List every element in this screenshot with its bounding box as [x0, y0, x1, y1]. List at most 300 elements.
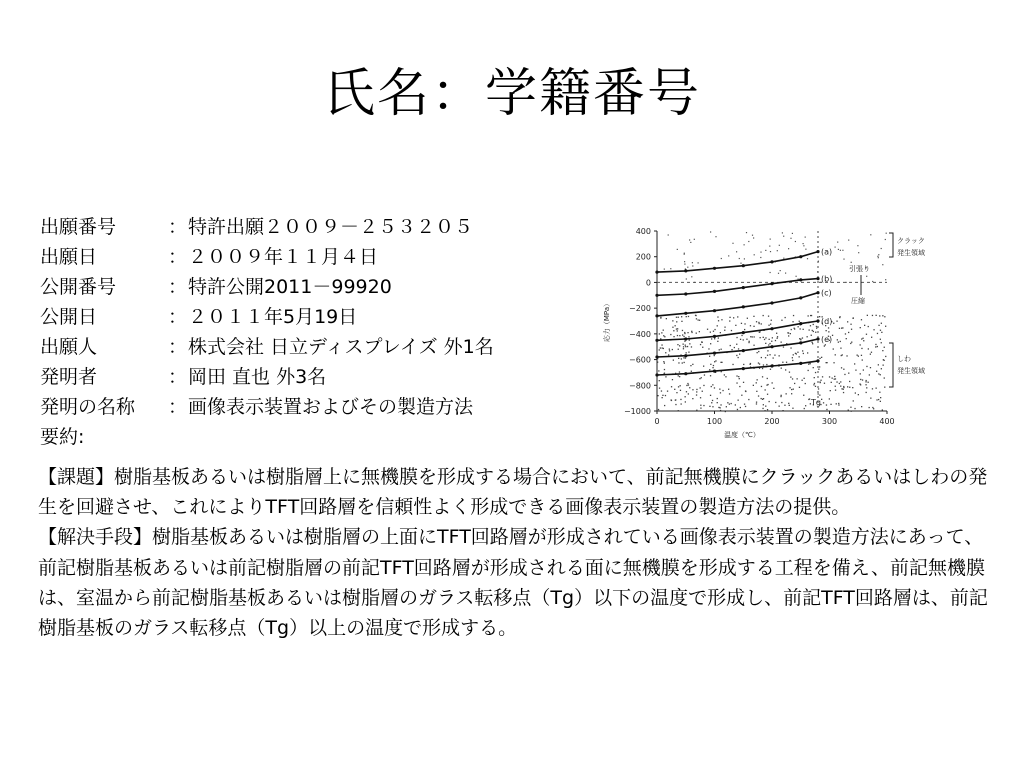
- field-label: 公開日: [40, 306, 98, 328]
- speckle-dot: [753, 316, 754, 317]
- series-line: [657, 293, 818, 316]
- speckle-dot: [737, 316, 738, 317]
- speckle-dot: [866, 334, 867, 335]
- speckle-dot: [685, 396, 686, 397]
- speckle-dot: [767, 384, 768, 385]
- speckle-dot: [792, 408, 793, 409]
- speckle-dot: [672, 320, 673, 321]
- speckle-dot: [688, 336, 689, 337]
- speckle-dot: [884, 377, 885, 378]
- speckle-dot: [753, 237, 754, 238]
- speckle-dot: [671, 386, 672, 387]
- speckle-dot: [664, 363, 665, 364]
- speckle-dot: [744, 404, 745, 405]
- speckle-dot: [741, 323, 742, 324]
- speckle-dot: [729, 320, 730, 321]
- speckle-dot: [804, 408, 805, 409]
- y-tick-label: −400: [629, 329, 651, 339]
- field-application-date: [40, 242, 494, 272]
- speckle-dot: [834, 376, 835, 377]
- speckle-dot: [689, 239, 690, 240]
- series-line: [657, 361, 818, 375]
- speckle-dot: [810, 363, 811, 364]
- speckle-dot: [729, 317, 730, 318]
- speckle-dot: [862, 379, 863, 380]
- speckle-dot: [748, 342, 749, 343]
- speckle-dot: [736, 344, 737, 345]
- speckle-dot: [857, 245, 858, 246]
- speckle-dot: [670, 334, 671, 335]
- speckle-dot: [870, 367, 871, 368]
- data-point: [816, 319, 819, 322]
- speckle-dot: [798, 326, 799, 327]
- speckle-dot: [861, 348, 862, 349]
- speckle-dot: [885, 356, 886, 357]
- speckle-dot: [765, 343, 766, 344]
- speckle-dot: [881, 248, 882, 249]
- speckle-dot: [786, 362, 787, 363]
- speckle-dot: [778, 273, 779, 274]
- data-point: [684, 354, 687, 357]
- speckle-dot: [740, 339, 741, 340]
- speckle-dot: [732, 364, 733, 365]
- speckle-dot: [681, 316, 682, 317]
- speckle-dot: [799, 356, 800, 357]
- speckle-dot: [860, 344, 861, 345]
- speckle-dot: [679, 335, 680, 336]
- speckle-dot: [758, 351, 759, 352]
- speckle-dot: [692, 364, 693, 365]
- speckle-dot: [769, 343, 770, 344]
- speckle-dot: [767, 378, 768, 379]
- field-value: 岡田 直也 外3名: [188, 366, 327, 388]
- data-point: [799, 278, 802, 281]
- data-point: [655, 373, 658, 376]
- speckle-dot: [818, 393, 819, 394]
- speckle-dot: [792, 233, 793, 234]
- data-point: [799, 362, 802, 365]
- speckle-dot: [872, 407, 873, 408]
- speckle-dot: [731, 403, 732, 404]
- speckle-dot: [868, 382, 869, 383]
- field-value: ２００９年１１月４日: [188, 246, 379, 268]
- speckle-dot: [805, 383, 806, 384]
- speckle-dot: [783, 258, 784, 259]
- speckle-dot: [836, 381, 837, 382]
- speckle-dot: [808, 399, 809, 400]
- speckle-dot: [792, 357, 793, 358]
- y-tick-label: −200: [629, 304, 651, 314]
- speckle-dot: [758, 395, 759, 396]
- speckle-dot: [812, 343, 813, 344]
- x-tick-label: 0: [654, 417, 660, 426]
- data-point: [816, 277, 819, 280]
- speckle-dot: [763, 398, 764, 399]
- speckle-dot: [717, 398, 718, 399]
- field-separator: ：: [168, 366, 188, 388]
- speckle-dot: [666, 318, 667, 319]
- speckle-dot: [823, 402, 824, 403]
- speckle-dot: [840, 250, 841, 251]
- speckle-dot: [750, 363, 751, 364]
- speckle-dot: [797, 352, 798, 353]
- speckle-dot: [812, 342, 813, 343]
- speckle-dot: [782, 362, 783, 363]
- speckle-dot: [745, 390, 746, 391]
- speckle-dot: [800, 339, 801, 340]
- speckle-dot: [746, 339, 747, 340]
- speckle-dot: [877, 346, 878, 347]
- speckle-dot: [813, 384, 814, 385]
- speckle-dot: [714, 338, 715, 339]
- speckle-dot: [679, 345, 680, 346]
- speckle-dot: [881, 342, 882, 343]
- speckle-dot: [733, 317, 734, 318]
- field-separator: ：: [168, 306, 188, 328]
- x-tick-label: 200: [764, 417, 780, 426]
- speckle-dot: [880, 397, 881, 398]
- speckle-dot: [880, 374, 881, 375]
- speckle-dot: [756, 403, 757, 404]
- wrinkle-region-label: しわ: [897, 355, 911, 363]
- speckle-dot: [683, 357, 684, 358]
- speckle-dot: [753, 345, 754, 346]
- speckle-dot: [807, 336, 808, 337]
- speckle-dot: [688, 352, 689, 353]
- speckle-dot: [715, 360, 716, 361]
- speckle-dot: [884, 360, 885, 361]
- speckle-dot: [738, 376, 739, 377]
- speckle-dot: [877, 256, 878, 257]
- speckle-dot: [687, 267, 688, 268]
- speckle-dot: [696, 389, 697, 390]
- speckle-dot: [701, 377, 702, 378]
- speckle-dot: [710, 231, 711, 232]
- speckle-dot: [824, 383, 825, 384]
- speckle-dot: [839, 383, 840, 384]
- field-value: 特許出願２００９－２５３２０５: [188, 216, 474, 238]
- speckle-dot: [865, 384, 866, 385]
- speckle-dot: [861, 406, 862, 407]
- speckle-dot: [775, 340, 776, 341]
- speckle-dot: [700, 405, 701, 406]
- speckle-dot: [682, 334, 683, 335]
- speckle-dot: [809, 329, 810, 330]
- speckle-dot: [792, 321, 793, 322]
- speckle-dot: [720, 404, 721, 405]
- speckle-dot: [688, 393, 689, 394]
- speckle-dot: [837, 339, 838, 340]
- speckle-dot: [690, 365, 691, 366]
- speckle-dot: [668, 354, 669, 355]
- speckle-dot: [807, 352, 808, 353]
- speckle-dot: [753, 326, 754, 327]
- speckle-dot: [770, 272, 771, 273]
- summary-solution: 【解決手段】樹脂基板あるいは樹脂層の上面にTFT回路層が形成されている画像表示装置の製造方法にあって、前記樹脂基板あるいは前記樹脂層の前記TFT回路層が形成される面に無機膜を形成する工程を備え、前記無機膜は、室温から前記樹脂基板あるいは樹脂層のガラス転移点（Tg）以下の温度で形成し、前記TFT回路層は、前記樹脂基板のガラス転移点（Tg）以上の温度で形成する。: [38, 526, 988, 640]
- speckle-dot: [811, 335, 812, 336]
- speckle-dot: [731, 330, 732, 331]
- speckle-dot: [739, 258, 740, 259]
- speckle-dot: [773, 357, 774, 358]
- speckle-dot: [770, 251, 771, 252]
- speckle-dot: [761, 386, 762, 387]
- speckle-dot: [794, 328, 795, 329]
- data-point: [770, 345, 773, 348]
- speckle-dot: [757, 379, 758, 380]
- speckle-dot: [660, 317, 661, 318]
- speckle-dot: [685, 401, 686, 402]
- speckle-dot: [860, 373, 861, 374]
- speckle-dot: [861, 319, 862, 320]
- speckle-dot: [760, 337, 761, 338]
- speckle-dot: [810, 325, 811, 326]
- data-point: [684, 337, 687, 340]
- speckle-dot: [858, 356, 859, 357]
- wrinkle-region-label: 発生領域: [897, 367, 925, 375]
- speckle-dot: [695, 315, 696, 316]
- speckle-dot: [696, 318, 697, 319]
- data-point: [742, 367, 745, 370]
- speckle-dot: [819, 366, 820, 367]
- series-label: (c): [821, 288, 832, 298]
- chart-axes: [654, 231, 893, 414]
- speckle-dot: [713, 365, 714, 366]
- speckle-dot: [848, 332, 849, 333]
- speckle-dot: [740, 407, 741, 408]
- speckle-dot: [885, 326, 886, 327]
- speckle-dot: [739, 354, 740, 355]
- speckle-dot: [686, 278, 687, 279]
- speckle-dot: [843, 369, 844, 370]
- speckle-dot: [870, 354, 871, 355]
- speckle-dot: [769, 354, 770, 355]
- speckle-dot: [807, 258, 808, 259]
- speckle-dot: [880, 330, 881, 331]
- speckle-dot: [808, 364, 809, 365]
- speckle-dot: [736, 382, 737, 383]
- speckle-dot: [780, 270, 781, 271]
- speckle-dot: [786, 393, 787, 394]
- speckle-dot: [691, 346, 692, 347]
- y-tick-label: −800: [629, 381, 651, 391]
- speckle-dot: [743, 339, 744, 340]
- speckle-dot: [669, 349, 670, 350]
- speckle-dot: [681, 358, 682, 359]
- speckle-dot: [712, 367, 713, 368]
- speckle-dot: [662, 347, 663, 348]
- speckle-dot: [714, 361, 715, 362]
- speckle-dot: [660, 347, 661, 348]
- speckle-dot: [826, 409, 827, 410]
- speckle-dot: [835, 390, 836, 391]
- speckle-dot: [771, 320, 772, 321]
- speckle-dot: [840, 386, 841, 387]
- speckle-dot: [880, 339, 881, 340]
- speckle-dot: [657, 395, 658, 396]
- data-point: [742, 349, 745, 352]
- speckle-dot: [730, 345, 731, 346]
- speckle-dot: [659, 349, 660, 350]
- speckle-dot: [791, 389, 792, 390]
- speckle-dot: [732, 243, 733, 244]
- speckle-dot: [707, 329, 708, 330]
- speckle-dot: [863, 340, 864, 341]
- speckle-dot: [736, 375, 737, 376]
- speckle-dot: [685, 345, 686, 346]
- speckle-dot: [793, 354, 794, 355]
- speckle-dot: [677, 335, 678, 336]
- speckle-dot: [783, 236, 784, 237]
- speckle-dot: [760, 257, 761, 258]
- speckle-dot: [805, 405, 806, 406]
- field-separator: ：: [168, 396, 188, 418]
- speckle-dot: [875, 344, 876, 345]
- speckle-dot: [769, 339, 770, 340]
- speckle-dot: [689, 387, 690, 388]
- speckle-dot: [872, 388, 873, 389]
- crack-region-label: 発生領域: [897, 249, 925, 257]
- data-point: [684, 372, 687, 375]
- speckle-dot: [712, 400, 713, 401]
- speckle-dot: [868, 326, 869, 327]
- speckle-dot: [746, 232, 747, 233]
- field-value: 画像表示装置およびその製造方法: [188, 396, 474, 418]
- speckle-dot: [710, 343, 711, 344]
- speckle-dot: [768, 344, 769, 345]
- speckle-dot: [696, 333, 697, 334]
- field-value: ２０１１年5月19日: [188, 306, 358, 328]
- speckle-dot: [839, 316, 840, 317]
- speckle-dot: [768, 316, 769, 317]
- data-point: [770, 364, 773, 367]
- speckle-dot: [663, 348, 664, 349]
- speckle-dot: [871, 337, 872, 338]
- speckle-dot: [718, 320, 719, 321]
- speckle-dot: [747, 318, 748, 319]
- speckle-dot: [885, 279, 886, 280]
- speckle-dot: [878, 254, 879, 255]
- speckle-dot: [828, 331, 829, 332]
- speckle-dot: [790, 347, 791, 348]
- speckle-dot: [766, 364, 767, 365]
- speckle-dot: [703, 405, 704, 406]
- speckle-dot: [833, 323, 834, 324]
- speckle-dot: [703, 366, 704, 367]
- speckle-dot: [800, 328, 801, 329]
- speckle-dot: [815, 372, 816, 373]
- data-point: [713, 309, 716, 312]
- speckle-dot: [668, 234, 669, 235]
- speckle-dot: [876, 315, 877, 316]
- field-publication-date: [40, 302, 494, 332]
- speckle-dot: [781, 342, 782, 343]
- speckle-dot: [711, 338, 712, 339]
- speckle-dot: [878, 325, 879, 326]
- speckle-dot: [788, 248, 789, 249]
- speckle-dot: [843, 259, 844, 260]
- speckle-dot: [781, 368, 782, 369]
- speckle-dot: [741, 395, 742, 396]
- speckle-dot: [810, 315, 811, 316]
- speckle-dot: [835, 354, 836, 355]
- speckle-dot: [684, 254, 685, 255]
- speckle-dot: [878, 364, 879, 365]
- speckle-dot: [724, 330, 725, 331]
- speckle-dot: [660, 338, 661, 339]
- speckle-dot: [882, 350, 883, 351]
- speckle-dot: [883, 365, 884, 366]
- x-tick-label: 300: [821, 417, 838, 426]
- speckle-dot: [770, 239, 771, 240]
- data-point: [770, 301, 773, 304]
- speckle-dot: [680, 390, 681, 391]
- speckle-dot: [834, 379, 835, 380]
- data-point: [684, 269, 687, 272]
- speckle-dot: [808, 315, 809, 316]
- speckle-dot: [761, 398, 762, 399]
- speckle-dot: [744, 258, 745, 259]
- speckle-dot: [681, 321, 682, 322]
- crack-bracket: [889, 233, 893, 257]
- data-point: [816, 250, 819, 253]
- field-publication-number: [40, 272, 494, 302]
- speckle-dot: [853, 400, 854, 401]
- speckle-dot: [760, 252, 761, 253]
- speckle-dot: [881, 323, 882, 324]
- speckle-dot: [789, 405, 790, 406]
- speckle-dot: [763, 315, 764, 316]
- speckle-dot: [857, 355, 858, 356]
- speckle-dot: [763, 364, 764, 365]
- speckle-dot: [661, 390, 662, 391]
- speckle-dot: [750, 325, 751, 326]
- speckle-dot: [880, 401, 881, 402]
- speckle-dot: [819, 395, 820, 396]
- speckle-dot: [872, 281, 873, 282]
- speckle-dot: [855, 370, 856, 371]
- speckle-dot: [759, 323, 760, 324]
- speckle-dot: [884, 387, 885, 388]
- speckle-dot: [686, 352, 687, 353]
- speckle-dot: [799, 321, 800, 322]
- speckle-dot: [843, 386, 844, 387]
- speckle-dot: [676, 392, 677, 393]
- speckle-dot: [795, 241, 796, 242]
- speckle-dot: [829, 376, 830, 377]
- speckle-dot: [661, 332, 662, 333]
- speckle-dot: [686, 385, 687, 386]
- speckle-dot: [754, 336, 755, 337]
- speckle-dot: [708, 348, 709, 349]
- speckle-dot: [838, 249, 839, 250]
- speckle-dot: [765, 250, 766, 251]
- speckle-dot: [763, 337, 764, 338]
- speckle-dot: [841, 328, 842, 329]
- speckle-dot: [763, 404, 764, 405]
- speckle-dot: [858, 252, 859, 253]
- speckle-dot: [675, 325, 676, 326]
- summary-label: 要約:: [40, 426, 85, 448]
- speckle-dot: [866, 366, 867, 367]
- tg-label: Tg: [811, 398, 821, 407]
- data-point: [799, 296, 802, 299]
- speckle-dot: [875, 346, 876, 347]
- speckle-dot: [709, 356, 710, 357]
- data-point: [742, 305, 745, 308]
- speckle-dot: [703, 385, 704, 386]
- speckle-dot: [802, 337, 803, 338]
- speckle-dot: [673, 330, 674, 331]
